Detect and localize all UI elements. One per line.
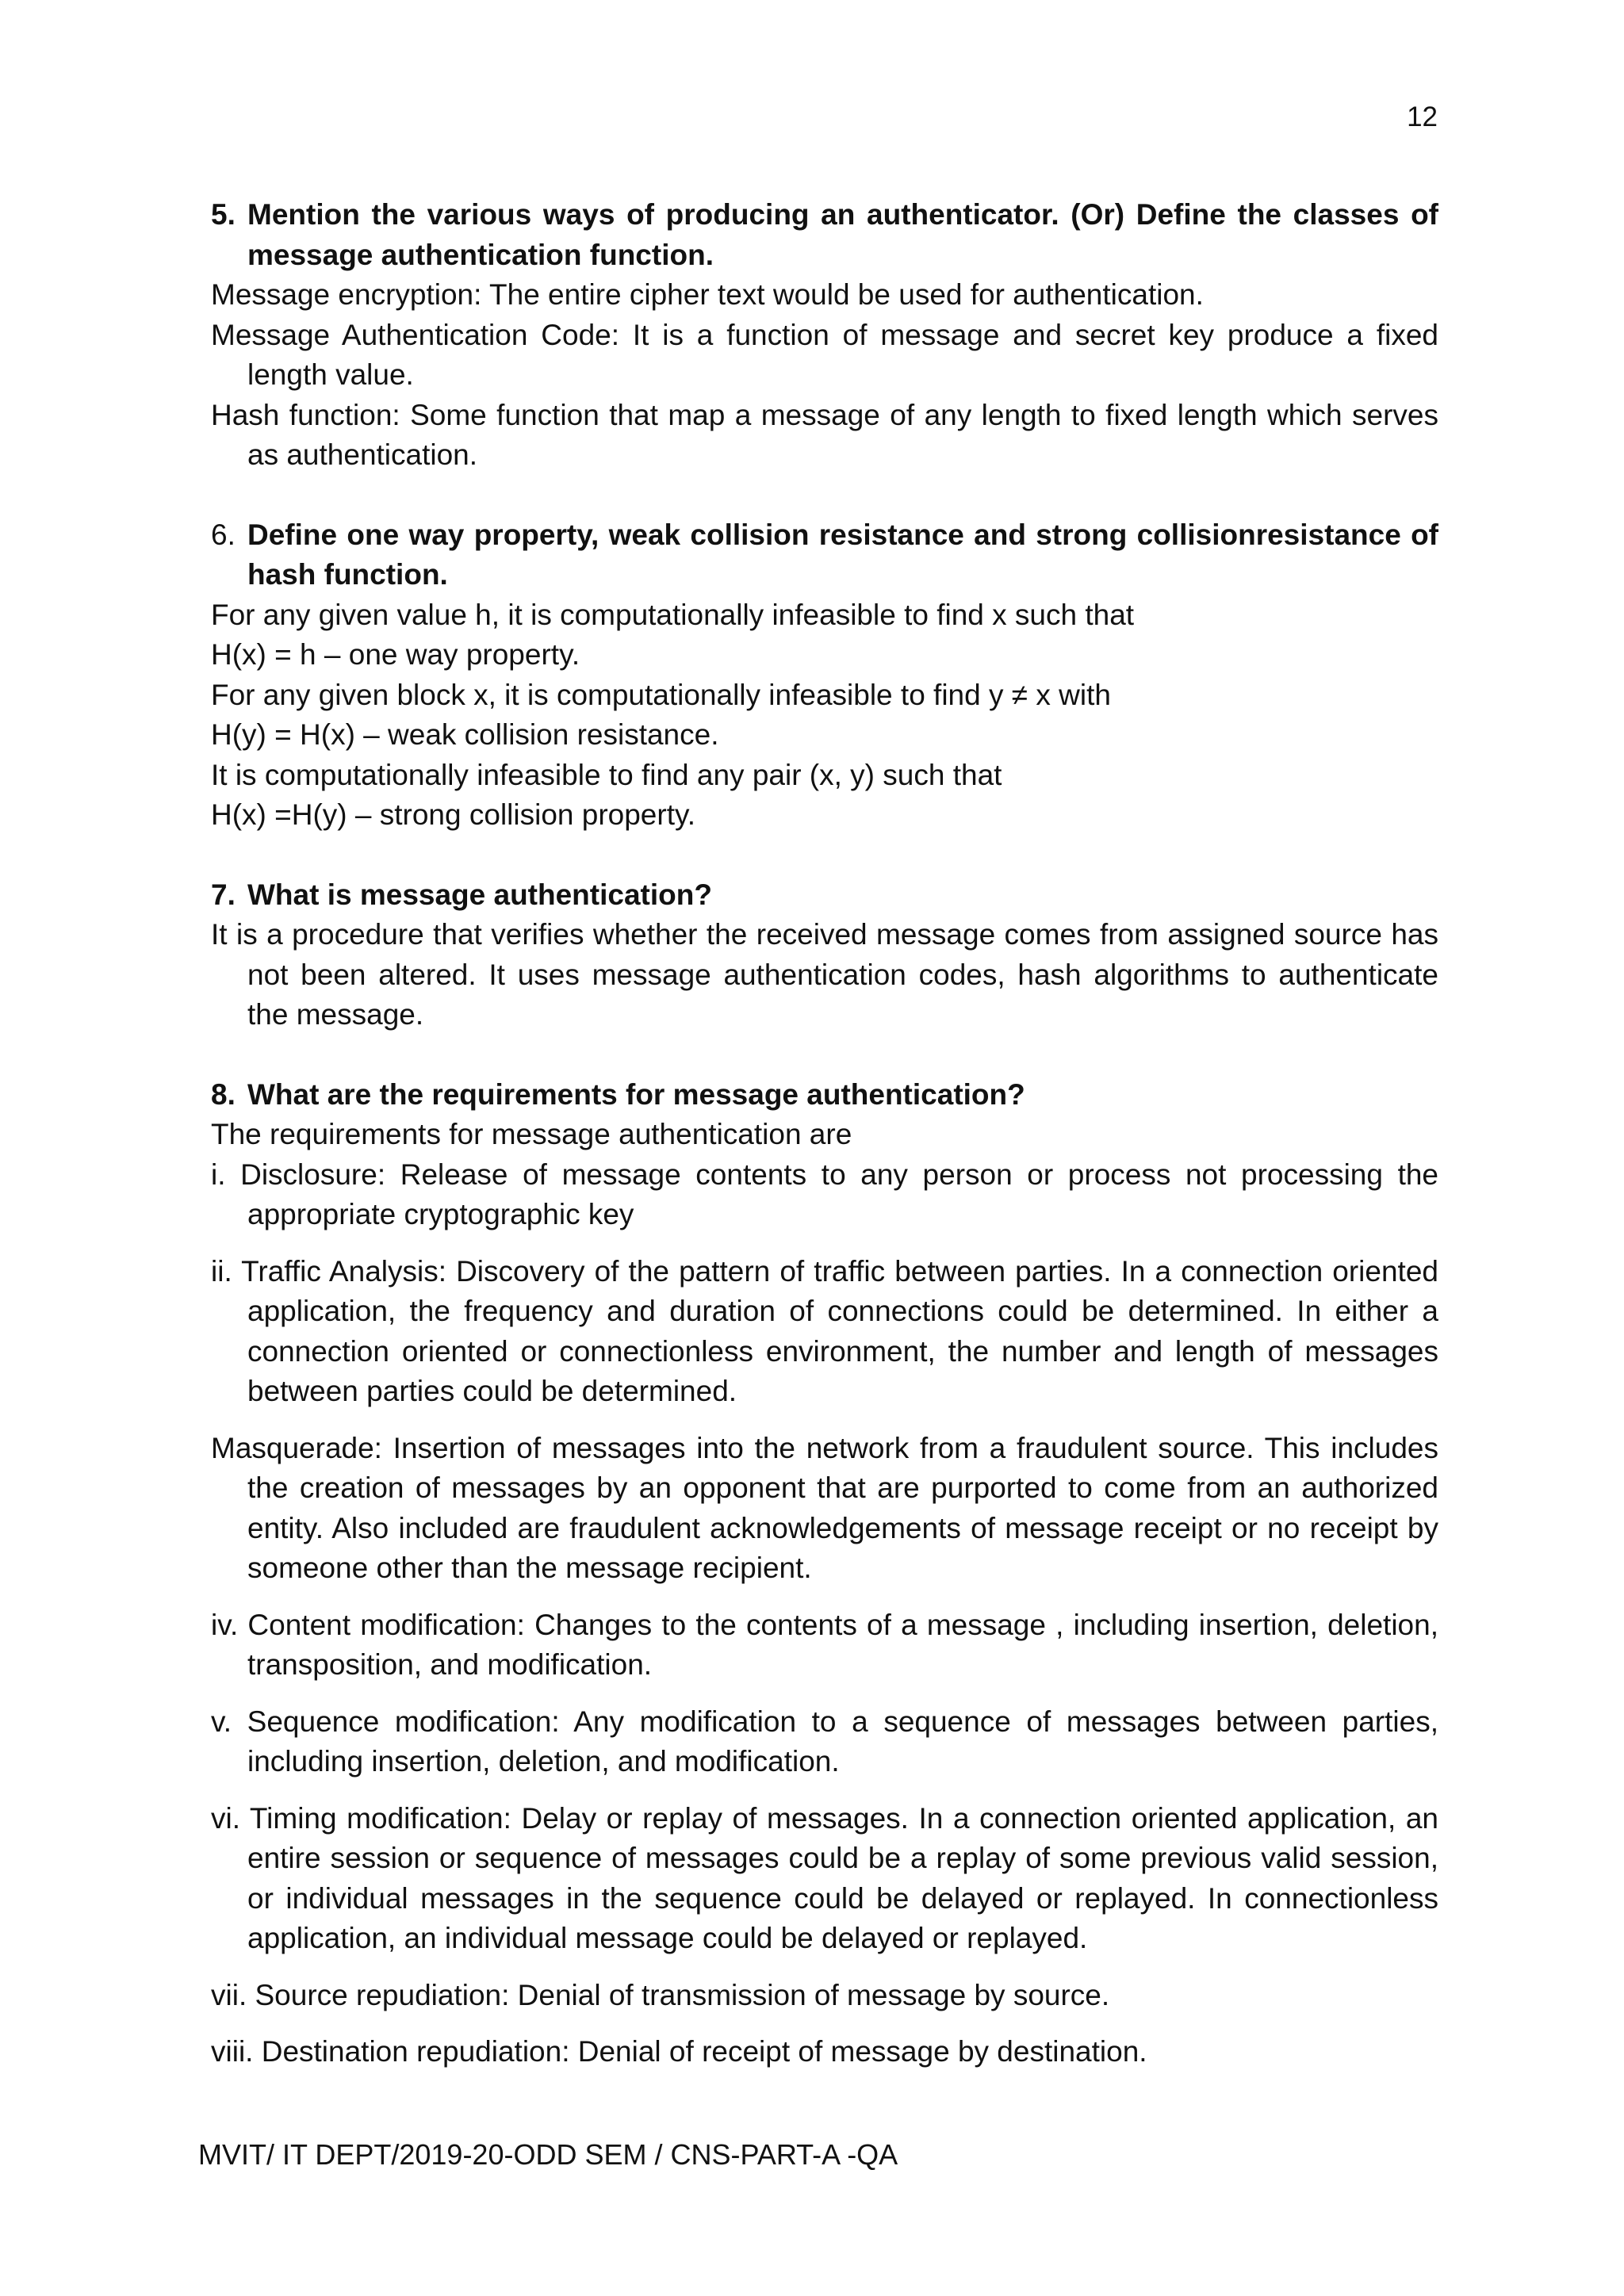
requirement-item: iv. Content modification: Changes to the contents of a message , including insertion, deletion, transposition, and modification.: [211, 1608, 1438, 1681]
requirement-item: ii. Traffic Analysis: Discovery of the pattern of traffic between parties. In a connection oriented application, the frequency and duration of connections could be determined. In either a connection oriented or connectionless environment, the number and length of messages between parties could be determined.: [211, 1254, 1438, 1407]
question-title: Mention the various ways of producing an authenticator. (Or) Define the classes of message authentication function.: [247, 198, 1438, 271]
question-number: 8.: [211, 1077, 236, 1111]
question-8: [211, 1075, 1438, 2072]
question-6-heading: [211, 515, 1438, 595]
requirement-item: vii. Source repudiation: Denial of transmission of message by source.: [211, 1978, 1110, 2011]
question-7-heading: [211, 875, 1438, 916]
answer-intro: The requirements for message authentication are: [211, 1118, 852, 1150]
question-number: 7.: [211, 878, 236, 911]
requirement-item: v. Sequence modification: Any modification to a sequence of messages between parties, including insertion, deletion, and modification.: [211, 1705, 1438, 1777]
answer-line: For any given value h, it is computationally infeasible to find x such that: [211, 598, 1135, 631]
question-number: 6.: [211, 518, 236, 551]
answer-line: It is computationally infeasible to find any pair (x, y) such that: [211, 758, 1002, 791]
requirement-item: i. Disclosure: Release of message contents to any person or process not processing the appropriate cryptographic key: [211, 1158, 1438, 1230]
question-7: [211, 875, 1438, 1035]
question-title: What are the requirements for message authentication?: [247, 1077, 1025, 1111]
answer-line: Message encryption: The entire cipher text would be used for authentication.: [211, 278, 1204, 311]
question-title: Define one way property, weak collision resistance and strong collisionresistance of hash function.: [247, 518, 1438, 591]
requirement-item: viii. Destination repudiation: Denial of receipt of message by destination.: [211, 2035, 1147, 2068]
question-5: [211, 195, 1438, 476]
question-6: [211, 515, 1438, 836]
answer-line: Message Authentication Code: It is a function of message and secret key produce a fixed length value.: [211, 318, 1438, 391]
answer-line: For any given block x, it is computationally infeasible to find y ≠ x with: [211, 678, 1111, 711]
answer-line: H(x) = h – one way property.: [211, 638, 580, 671]
question-title: What is message authentication?: [247, 878, 712, 911]
answer-paragraph: It is a procedure that verifies whether the received message comes from assigned source has not been altered. It uses message authentication codes, hash algorithms to authenticate the message.: [211, 918, 1438, 1031]
document-body: [211, 195, 1438, 2072]
answer-line: H(y) = H(x) – weak collision resistance.: [211, 718, 719, 751]
question-number: 5.: [211, 198, 236, 231]
question-5-heading: [211, 195, 1438, 275]
answer-line: H(x) =H(y) – strong collision property.: [211, 798, 696, 831]
requirement-item: vi. Timing modification: Delay or replay of messages. In a connection oriented application, an entire session or sequence of messages could be a replay of some previous valid session, or individual messages in the sequence could be delayed or replayed. In connectionless application, an individual message could be delayed or replayed.: [211, 1801, 1438, 1954]
question-8-heading: [211, 1075, 1438, 1115]
answer-line: Hash function: Some function that map a message of any length to fixed length which serves as authentication.: [211, 398, 1438, 471]
page-number: 12: [1407, 101, 1438, 132]
page-footer: MVIT/ IT DEPT/2019-20-ODD SEM / CNS-PART-A -QA: [198, 2138, 898, 2171]
requirement-item: Masquerade: Insertion of messages into the network from a fraudulent source. This includes the creation of messages by an opponent that are purported to come from an authorized entity. Also included are fraudulent acknowledgements of message receipt or no receipt by someone other than the message recipient.: [211, 1431, 1438, 1584]
